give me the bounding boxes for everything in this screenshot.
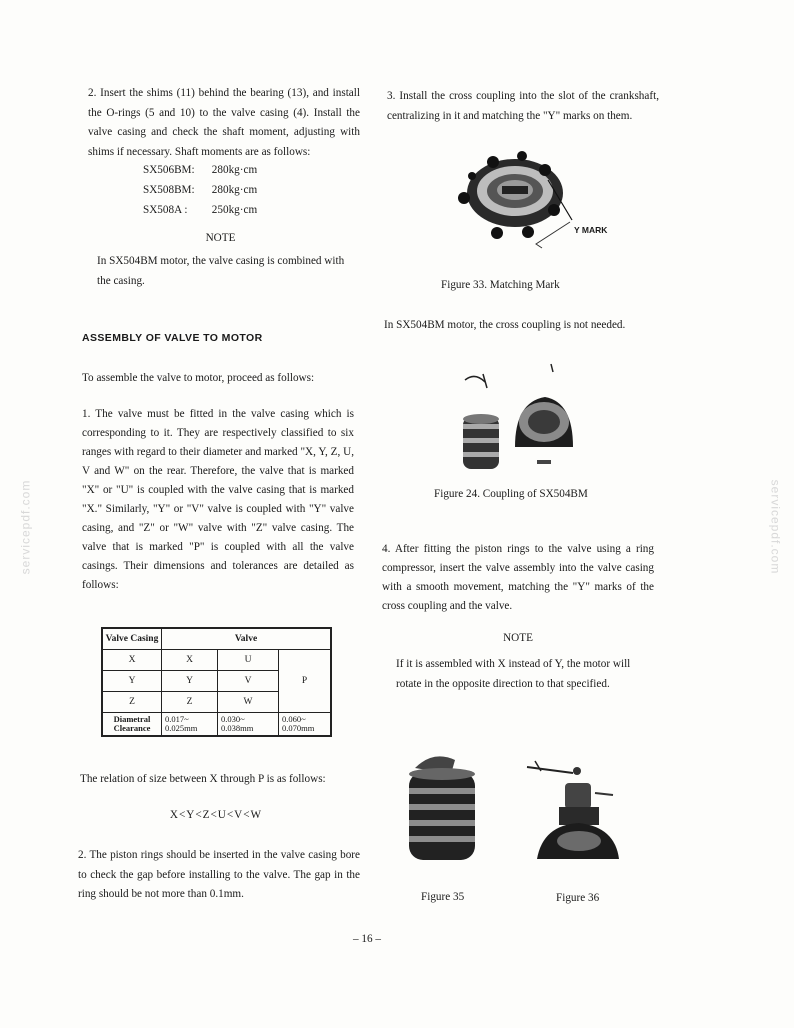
clearance-cell (218, 713, 279, 737)
clearance-label-line: Clearance (113, 723, 151, 733)
model-label: SX508A : (143, 204, 188, 216)
coupling-paragraph: 3. Install the cross coupling into the slot of the crankshaft, centralizing in it and matching the "Y" marks on them. (387, 90, 659, 122)
table-cell: Y (162, 671, 218, 692)
figure-33-caption: Figure 33. Matching Mark (441, 279, 560, 291)
tolerance-table (101, 627, 332, 737)
watermark-left: servicepdf.com (18, 479, 33, 575)
clearance-line: 0.025mm (165, 723, 198, 733)
table-cell-p: P (279, 650, 332, 713)
model-label: SX506BM: (143, 164, 195, 176)
clearance-line: 0.017~ (165, 714, 189, 724)
clearance-cell (279, 713, 332, 737)
section-heading: ASSEMBLY OF VALVE TO MOTOR (82, 332, 263, 344)
moment-value: 280kg·cm (211, 184, 258, 196)
table-cell: X (162, 650, 218, 671)
table-cell: U (218, 650, 279, 671)
model-label: SX508BM: (143, 184, 195, 196)
clearance-label-line: Diametral (113, 714, 151, 724)
clearance-line: 0.070mm (282, 723, 315, 733)
table-cell: Z (102, 692, 162, 713)
table-cell: Z (162, 692, 218, 713)
figure-35-caption: Figure 35 (421, 891, 465, 903)
table-cell: X (102, 650, 162, 671)
figure-24-image (455, 362, 585, 477)
shaft-moment-row (143, 200, 343, 220)
header-valve: Valve (162, 628, 332, 650)
note-text-left: In SX504BM motor, the valve casing is combined with the casing. (97, 255, 345, 287)
shaft-moment-row (143, 160, 343, 180)
piston-rings-paragraph: 2. The piston rings should be inserted in the valve casing bore to check the gap before installing to the valve. The gap in the ring should be not more than 0.1mm. (78, 849, 360, 900)
table-cell: Y (102, 671, 162, 692)
table-cell: V (218, 671, 279, 692)
moment-value: 250kg·cm (211, 204, 258, 216)
clearance-cell (162, 713, 218, 737)
clearance-line: 0.030~ (221, 714, 245, 724)
page-number: – 16 – (353, 933, 381, 945)
moment-value: 280kg·cm (211, 164, 258, 176)
note-title-right: NOTE (503, 632, 533, 644)
y-mark-label: Y MARK (574, 225, 608, 235)
sx504-note: In SX504BM motor, the cross coupling is not needed. (384, 319, 626, 331)
valve-paragraph: 1. The valve must be fitted in the valve casing which is corresponding to it. They are respectively classified to six ranges with regard to their diameter and marked "X, Y, Z, U, V and W" on the rear. Therefore, the valve that is marked "X" or "U" is coupled with the valve casing that is marked "X." Similarly, "Y" or "V" valve is coupled with "Y" valve casing, and "Z" or "W" valve with "Z" valve casing. The valve that is marked "P" is coupled with all the valve casings. Their dimensions and tolerances are detailed as follows: (82, 408, 354, 591)
figure-33-image (450, 148, 640, 258)
watermark-right: servicepdf.com (768, 479, 783, 575)
figure-35-image (403, 748, 483, 868)
relation-formula: X<Y<Z<U<V<W (169, 809, 263, 821)
figure-36-image (523, 755, 623, 873)
figure-24-caption: Figure 24. Coupling of SX504BM (434, 488, 588, 500)
clearance-line: 0.060~ (282, 714, 306, 724)
clearance-line: 0.038mm (221, 723, 254, 733)
shaft-moment-row (143, 180, 343, 200)
shaft-moment-list (143, 160, 343, 220)
note-title-left: NOTE (205, 232, 236, 244)
table-cell: W (218, 692, 279, 713)
piston-paragraph: 4. After fitting the piston rings to the valve using a ring compressor, insert the valve assembly into the valve casing with a smooth movement, matching the "Y" marks of the cross coupling and the valve. (382, 543, 654, 612)
note-text-right: If it is assembled with X instead of Y, the motor will rotate in the opposite direction to that specified. (396, 658, 631, 690)
clearance-label (102, 713, 162, 737)
header-valve-casing: Valve Casing (102, 628, 162, 650)
figure-36-caption: Figure 36 (556, 892, 600, 904)
intro-text: To assemble the valve to motor, proceed as follows: (82, 372, 315, 384)
relation-text: The relation of size between X through P is as follows: (80, 773, 326, 785)
shims-paragraph: 2. Insert the shims (11) behind the bearing (13), and install the O-rings (5 and 10) to the valve casing (4). Install the valve casing and check the shaft moment, adjusting with shims if necessary. Shaft moments are as follows: (88, 87, 360, 158)
